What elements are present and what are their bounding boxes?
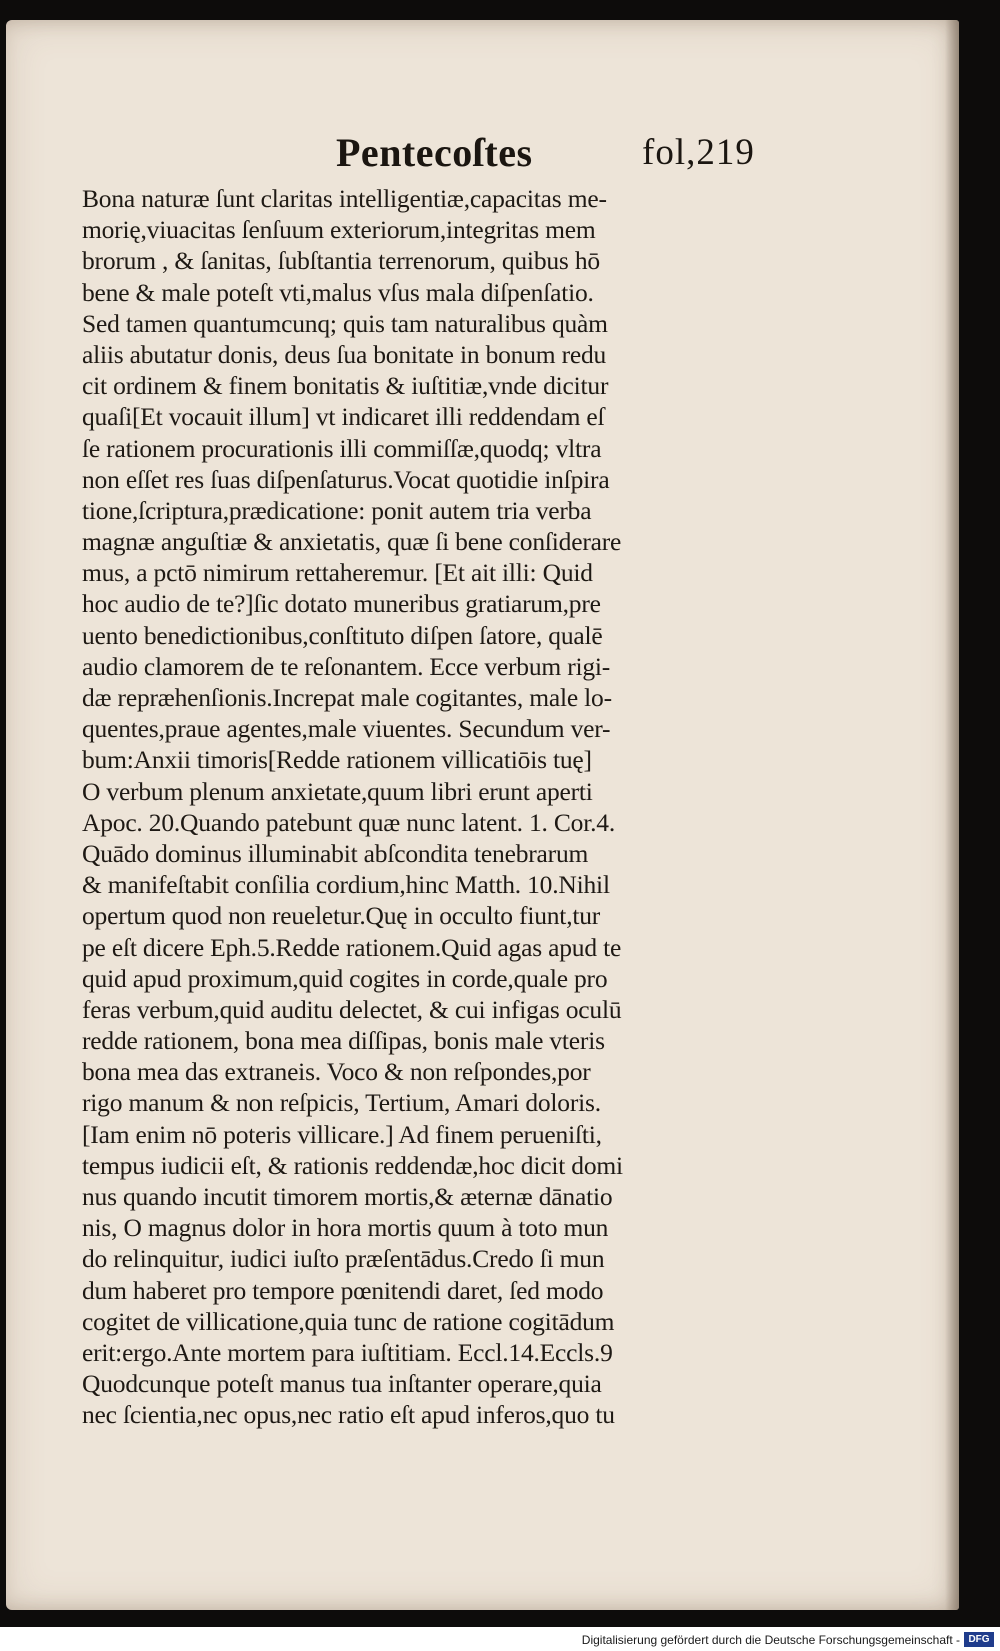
text-line: nus quando incutit timorem mortis,& æternæ dānatio <box>82 1182 613 1211</box>
text-line: aliis abutatur donis, deus ſua bonitate in bonum redu <box>82 339 607 369</box>
text-line: dum haberet pro tempore pœnitendi daret, ſed modo <box>82 1275 604 1305</box>
text-line: nec ſcientia,nec opus,nec ratio eſt apud inferos,quo tu <box>82 1400 615 1430</box>
text-line: brorum , & ſanitas, ſubſtantia terrenorum, quibus hō <box>82 246 600 276</box>
text-line: [Iam enim nō poteris villicare.] Ad finem perueniſti, <box>82 1119 602 1149</box>
text-line: ſe rationem procurationis illi commiſſæ,quodq; vltra <box>82 433 602 463</box>
text-line: non eſſet res ſuas diſpenſaturus.Vocat quotidie inſpira <box>82 464 610 494</box>
text-line: Apoc. 20.Quando patebunt quæ nunc latent. 1. Cor.4. <box>82 807 616 837</box>
text-line: Sed tamen quantumcunq; quis tam naturalibus quàm <box>82 308 608 338</box>
digitization-footer <box>0 1627 1000 1651</box>
text-line: & manifeſtabit conſilia cordium,hinc Matth. 10.Nihil <box>82 870 610 900</box>
text-line: O verbum plenum anxietate,quum libri erunt aperti <box>82 776 593 806</box>
text-line: tione,ſcriptura,prædicatione: ponit autem tria verba <box>82 495 592 525</box>
text-line: feras verbum,quid auditu delectet, & cui infigas oculū <box>82 994 622 1024</box>
text-line: uento benedictionibus,conſtituto diſpen ſatore, qualē <box>82 620 603 650</box>
text-line: Quodcunque poteſt manus tua inſtanter operare,quia <box>82 1369 602 1399</box>
text-line: quid apud proximum,quid cogites in corde,quale pro <box>82 963 608 993</box>
text-line: erit:ergo.Ante mortem para iuſtitiam. Eccl.14.Eccls.9 <box>82 1337 613 1367</box>
text-line: bum:Anxii timoris[Redde rationem villicatiōis tuę] <box>82 745 592 775</box>
text-line: cit ordinem & finem bonitatis & iuſtitiæ,vnde dicitur <box>82 371 609 401</box>
text-line: cogitet de villicatione,quia tunc de ratione cogitādum <box>82 1306 615 1336</box>
text-line: bene & male poteſt vti,malus vſus mala diſpenſatio. <box>82 277 594 307</box>
text-line: dæ repræhenſionis.Increpat male cogitantes, male lo- <box>82 683 612 712</box>
page-header <box>6 115 959 175</box>
text-line: quentes,praue agentes,male viuentes. Secundum ver- <box>82 714 611 744</box>
text-line: Quādo dominus illuminabit abſcondita tenebrarum <box>82 838 589 868</box>
text-line: morię,viuacitas ſenſuum exteriorum,integritas mem <box>82 215 596 245</box>
text-line: audio clamorem de te reſonantem. Ecce verbum rigi- <box>82 651 611 681</box>
funding-credit: Digitalisierung gefördert durch die Deutsche Forschungsgemeinschaft - <box>581 1633 960 1647</box>
text-line: nis, O magnus dolor in hora mortis quum à toto mun <box>82 1213 609 1243</box>
text-line: rigo manum & non reſpicis, Tertium, Amari doloris. <box>82 1088 601 1118</box>
text-line: mus, a pctō nimirum rettaheremur. [Et ait illi: Quid <box>82 558 593 588</box>
text-line: pe eſt dicere Eph.5.Redde rationem.Quid agas apud te <box>82 932 622 962</box>
folio-number: fol,219 <box>642 132 755 173</box>
text-line: redde rationem, bona mea diſſipas, bonis male vteris <box>82 1026 605 1056</box>
body-text-block <box>82 183 742 1431</box>
text-line: Bona naturæ ſunt claritas intelligentiæ,capacitas me- <box>82 184 607 213</box>
text-line: bona mea das extraneis. Voco & non reſpondes,por <box>82 1057 591 1087</box>
text-line: do relinquitur, iudici iuſto præſentādus.Credo ſi mun <box>82 1244 605 1274</box>
text-line: hoc audio de te?]ſic dotato muneribus gratiarum,pre <box>82 589 601 619</box>
text-line: quaſi[Et vocauit illum] vt indicaret illi reddendam eſ <box>82 402 605 432</box>
text-line: magnæ anguſtiæ & anxietatis, quæ ſi bene conſiderare <box>82 527 622 557</box>
running-head: Pentecoſtes <box>336 130 533 175</box>
book-page <box>6 20 959 1610</box>
dfg-logo: DFG <box>964 1632 994 1647</box>
text-line: tempus iudicii eſt, & rationis reddendæ,hoc dicit domi <box>82 1150 623 1180</box>
text-line: opertum quod non reueletur.Quę in occulto fiunt,tur <box>82 901 601 931</box>
